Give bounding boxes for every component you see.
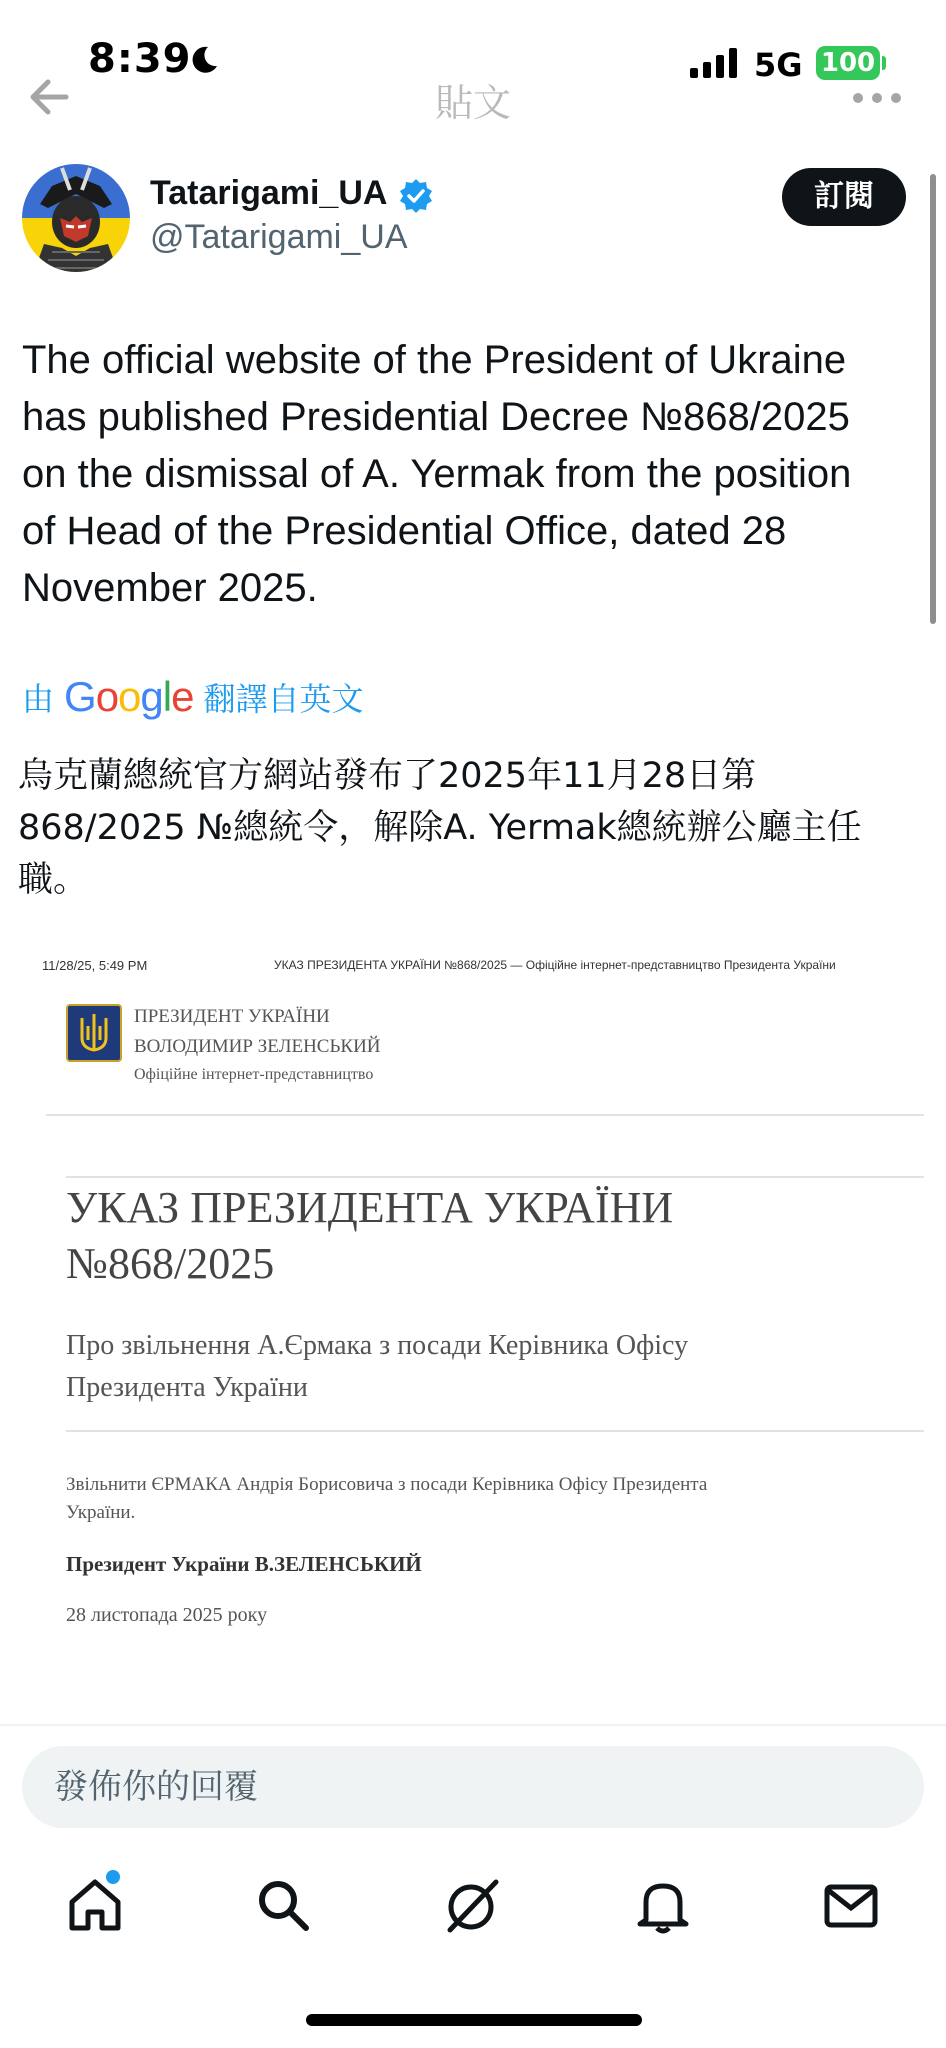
translate-attribution[interactable]	[22, 672, 363, 722]
author-name[interactable]: Tatarigami_UA	[150, 174, 388, 212]
decree-subtitle: Про звільнення А.Єрмака з посади Керівника Офісу	[66, 1330, 689, 1361]
grok-icon[interactable]	[442, 1876, 500, 1934]
translate-prefix: 由	[22, 680, 55, 718]
decree-title: УКАЗ ПРЕЗИДЕНТА УКРАЇНИ	[66, 1183, 674, 1232]
decree-page-header: УКАЗ ПРЕЗИДЕНТА УКРАЇНИ №868/2025 — Офіційне інтернет-представництво Президента України	[274, 958, 836, 972]
author-handle[interactable]: @Tatarigami_UA	[150, 218, 408, 256]
more-icon[interactable]	[852, 92, 902, 104]
tweet-line: on the dismissal of A. Yermak from the position	[22, 452, 852, 496]
reply-input[interactable]	[22, 1746, 924, 1828]
decree-timestamp: 11/28/25, 5:49 PM	[42, 958, 148, 973]
divider	[46, 1114, 924, 1116]
translated-line: 烏克蘭總統官方網站發布了2025年11月28日第	[18, 756, 757, 796]
decree-org-line: Офіційне інтернет-представництво	[134, 1066, 374, 1083]
translated-text	[18, 750, 918, 906]
decree-body: Звільнити ЄРМАКА Андрія Борисовича з посади Керівника Офісу Президента	[66, 1474, 708, 1495]
verified-badge-icon	[398, 178, 434, 214]
search-icon[interactable]	[254, 1876, 312, 1934]
divider	[66, 1430, 924, 1432]
decree-date: 28 листопада 2025 року	[66, 1604, 268, 1626]
tweet-line: has published Presidential Decree №868/2025	[22, 395, 850, 439]
decree-image[interactable]	[22, 940, 924, 1660]
divider	[0, 1724, 946, 1726]
decree-body: України.	[66, 1502, 136, 1523]
translated-line: 職。	[18, 860, 89, 900]
trident-emblem-icon	[66, 1004, 122, 1062]
translate-suffix: 翻譯自英文	[203, 680, 364, 718]
google-logo: Google	[64, 673, 194, 720]
decree-number: №868/2025	[66, 1239, 275, 1288]
tweet-text	[22, 332, 922, 617]
bell-icon[interactable]	[634, 1876, 692, 1934]
tweet-line: November 2025.	[22, 566, 318, 610]
decree-org-line: ПРЕЗИДЕНТ УКРАЇНИ	[134, 1006, 330, 1027]
home-indicator[interactable]	[306, 2014, 642, 2026]
tweet-line: The official website of the President of Ukraine	[22, 338, 847, 382]
battery-tip	[882, 56, 886, 70]
notification-dot	[106, 1870, 120, 1884]
samurai-avatar-icon	[22, 164, 130, 272]
tweet-line: of Head of the Presidential Office, dated 28	[22, 509, 787, 553]
home-icon[interactable]	[66, 1876, 124, 1934]
page-title: 貼文	[434, 81, 511, 125]
status-time: 8:39	[88, 36, 192, 82]
decree-signature: Президент України В.ЗЕЛЕНСЬКИЙ	[66, 1552, 422, 1576]
scrollbar[interactable]	[930, 174, 936, 624]
network-label: 5G	[754, 46, 803, 84]
subscribe-button[interactable]: 訂閱	[782, 168, 906, 226]
decree-org-line: ВОЛОДИМИР ЗЕЛЕНСЬКИЙ	[134, 1036, 381, 1057]
avatar[interactable]	[22, 164, 130, 272]
battery-indicator: 100	[816, 46, 880, 80]
translated-line: 868/2025 №總統令，解除A. Yermak總統辦公廳主任	[18, 808, 862, 848]
decree-subtitle: Президента України	[66, 1372, 308, 1403]
mail-icon[interactable]	[822, 1876, 880, 1934]
divider	[66, 1176, 924, 1178]
